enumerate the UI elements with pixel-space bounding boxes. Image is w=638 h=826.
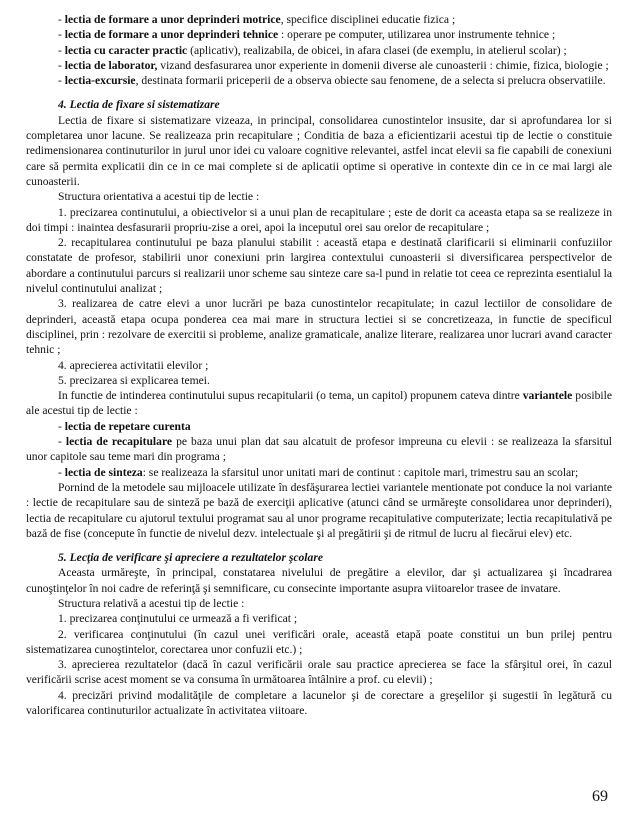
item-recapitulare: - lectia de recapitulare pe baza unui plan dat sau alcatuit de profesor impreuna cu elevii : se realizeaza la sfarsitul unor capitole sau teme mari din programa ;	[26, 435, 612, 464]
paragraph: Structura relativă a acestui tip de lectie :	[58, 596, 245, 610]
page-number: 69	[592, 788, 608, 805]
item-term: lectia cu caracter practic	[64, 43, 188, 57]
paragraph: 1. precizarea continutului, a obiectivelor si a unui plan de recapitulare ; este de dorit ca aceasta etapa sa se realizeze in doi timpi : inaintea desfasurarii propriu-zise a orei, apoi la inceputul orei sau orelor de recapitulare ;	[26, 205, 612, 234]
item-laborator: - lectia de laborator, vizand desfasurarea unor experiente in domenii diverse ale cunoasterii : chimie, fizica, biologie ;	[58, 58, 609, 72]
item-excursie: - lectia-excursie, destinata formarii priceperii de a observa obiecte sau fenomene, de a selecta si prelucra observatiile.	[58, 74, 606, 88]
item-caracter-practic: - lectia cu caracter practic (aplicativ), realizabila, de obicei, in afara clasei (de exemplu, in atelierul scolar) ;	[58, 43, 567, 57]
item-term: lectia de formare a unor deprinderi motrice	[64, 13, 281, 26]
item-term: lectia de repetare curenta	[64, 419, 191, 433]
item-formare-motrice: - lectia de formare a unor deprinderi motrice, specifice disciplinei educatie fizica ;	[58, 13, 456, 26]
paragraph: 3. realizarea de catre elevi a unor lucrări pe baza cunostintelor recapitulate; in cazul lectiilor de consolidare de deprinderi, această etapa ocupa ponderea cea mai mare in structura lectiei si se concretizeaza, in functie de specificul disciplinei, prin : rezolvare de exercitii si probleme, analize gramaticale, analize literare, realizarea unor lucrari avand caracter tehnic ;	[26, 297, 612, 357]
variante-term: variantele	[522, 389, 573, 403]
paragraph: 2. verificarea conţinutului (în cazul unei verificări orale, această etapă poate constitui un bun prilej pentru sistematizarea cunoştintelor, corectarea unor confuzii etc.) ;	[26, 627, 612, 656]
paragraph: Lectia de fixare si sistematizare vizeaza, in principal, consolidarea cunostintelor insusite, dar si aprofundarea lor si completarea unor lacune. Se realizeaza prin recapitulare ; Conditia de baza a eficientizarii acestui tip de lectie o constituie redimensionarea continuturilor in jurul unor idei cu valoare cognitive relevantei, astfel incat elevii sa fie capabili de conexiuni care să permita explicatii din ce in ce mai complete si de aplicatii optime si operative in contexte din ce in ce mai largi ale cunoasterii.	[26, 113, 612, 188]
item-term: lectia de recapitulare	[65, 435, 173, 449]
document-page	[26, 12, 612, 718]
item-repetare-curenta: - lectia de repetare curenta	[58, 419, 191, 433]
paragraph: 5. precizarea si explicarea temei.	[58, 373, 210, 387]
paragraph: Pornind de la metodele sau mijloacele utilizate în desfăşurarea lectiei variantele mentionate pot conduce la noi variante : lectie de recapitulare sau de sinteză pe bază de exerciţii aplicative (atunci când se urmăreşte consolidarea unor deprinderi), lectia de recapitulare cu ajutorul textului programat sau al unor programe recapitulative computerizate; lectia recapitulativă pe bază de fise (concepute în functie de nivelul dezv. intelectuale şi al pregătirii şi de ritmul de lucru al fiecărui elev) etc.	[26, 480, 612, 540]
item-term: lectia de formare a unor deprinderi tehnice	[64, 28, 279, 42]
item-term: lectia de laborator,	[64, 58, 158, 72]
paragraph-variante: In functie de intinderea continutului supus recapitularii (o tema, un capitol) propunem cateva dintre variantele posibile ale acestui tip de lectie :	[26, 389, 612, 418]
item-formare-tehnice: - lectia de formare a unor deprinderi tehnice : operare pe computer, utilizarea unor instrumente tehnice ;	[58, 28, 556, 42]
item-sinteza: - lectia de sinteza: se realizeaza la sfarsitul unor unitati mari de continut : capitole mari, trimestru sau an scolar;	[58, 465, 579, 479]
item-term: lectia de sinteza	[64, 465, 143, 479]
paragraph: 4. precizări privind modalităţile de completare a lacunelor şi de corectare a greşelilor şi sugestii în legătură cu valorificarea continuturilor actualizate în activitatea viitoare.	[26, 688, 612, 718]
paragraph: Aceasta urmăreşte, în principal, constatarea nivelului de pregătire a elevilor, dar şi actualizarea şi încadrarea cunoştinţelor în noi cadre de referinţă şi semnificare, cu consecinte importante asupra viitoarelor trasee de invatare.	[26, 566, 612, 595]
section-heading-verificare: 5. Lecţia de verificare şi apreciere a rezultatelor şcolare	[58, 551, 323, 565]
item-term: lectia-excursie	[64, 74, 136, 88]
paragraph: 1. precizarea conţinutului ce urmează a fi verificat ;	[58, 612, 298, 626]
section-heading-fixare: 4. Lectia de fixare si sistematizare	[58, 98, 220, 112]
paragraph: 3. aprecierea rezultatelor (dacă în cazul verificării orale sau practice aprecierea se face la sfârşitul orei, în cazul verificării scrise acest moment se va consuma în următoarea întâlnire a prof. cu elevii) ;	[26, 658, 612, 687]
paragraph: 2. recapitularea continutului pe baza planului stabilit : această etapa e destinată clarificarii si eliminarii confuziilor constatate de profesor, stabilirii unor conexiuni prin largirea contextului cunoasterii si diversificarea perspectivelor de abordare a continutului parcurs si realizarii unor scheme sau sinteze care sa-l pund in relatie tot ceea ce reprezinta esentialul la nivelul continutului analizat ;	[26, 236, 612, 296]
paragraph: 4. aprecierea activitatii elevilor ;	[58, 358, 209, 372]
paragraph: Structura orientativa a acestui tip de lectie :	[58, 190, 260, 204]
